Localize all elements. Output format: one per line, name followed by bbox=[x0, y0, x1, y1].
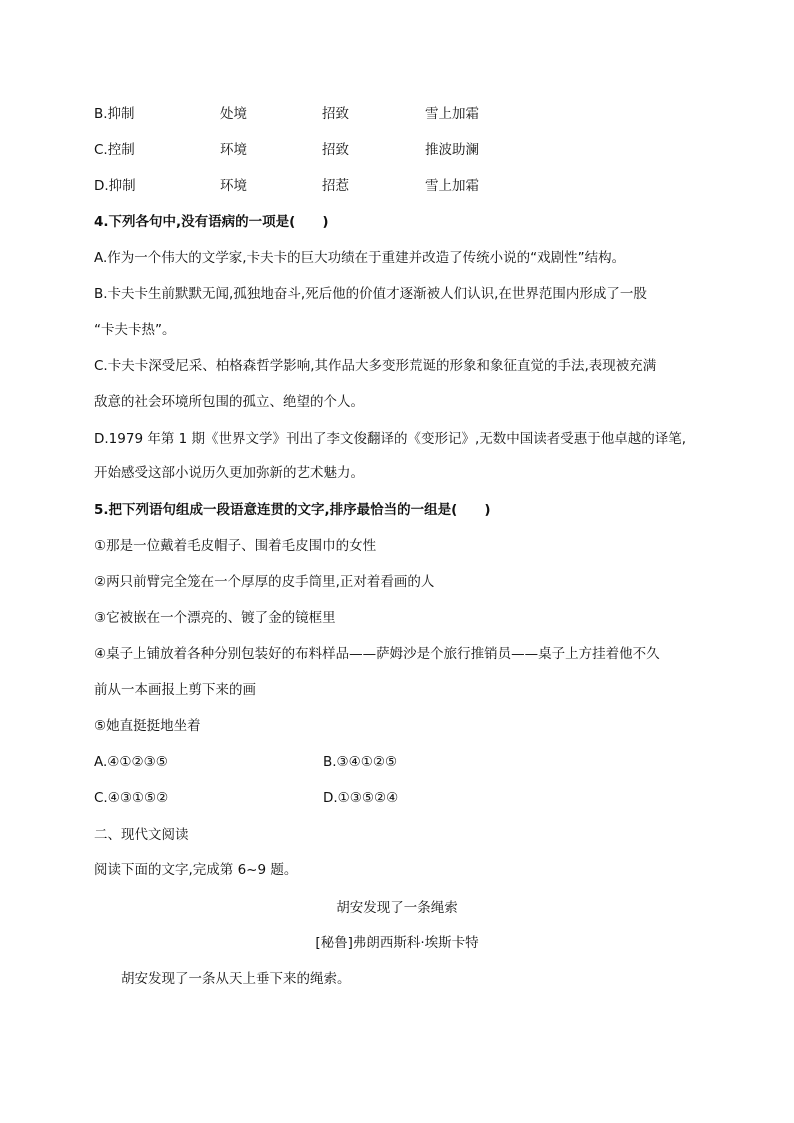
q5-sentence-1: ①那是一位戴着毛皮帽子、围着毛皮围巾的女性 bbox=[94, 538, 377, 554]
q3-option-b-word1: 处境 bbox=[220, 106, 247, 122]
q5-options-row2 bbox=[94, 788, 714, 808]
q3-option-d-word3: 雪上加霜 bbox=[425, 178, 479, 194]
article-title: 胡安发现了一条绳索 bbox=[336, 900, 458, 916]
q4-option-a: A.作为一个伟大的文学家,卡夫卡的巨大功绩在于重建并改造了传统小说的“戏剧性”结构。 bbox=[94, 250, 626, 266]
q3-option-d bbox=[94, 176, 714, 196]
q4-option-d-line1: D.1979 年第 1 期《世界文学》刊出了李文俊翻译的《变形记》,无数中国读者受惠于他卓越的译笔, bbox=[94, 431, 687, 447]
q3-option-d-label: D.抑制 bbox=[94, 178, 136, 194]
q5-sentence-4-line1: ④桌子上铺放着各种分别包装好的布料样品——萨姆沙是个旅行推销员——桌子上方挂着他不久 bbox=[94, 646, 660, 662]
q5-stem: 5.把下列语句组成一段语意连贯的文字,排序最恰当的一组是( ) bbox=[94, 502, 491, 518]
q5-sentence-4-line2: 前从一本画报上剪下来的画 bbox=[94, 682, 256, 698]
reading-instruction: 阅读下面的文字,完成第 6~9 题。 bbox=[94, 862, 298, 878]
article-first-line: 胡安发现了一条从天上垂下来的绳索。 bbox=[121, 971, 351, 987]
q3-option-d-word1: 环境 bbox=[220, 178, 247, 194]
q3-option-b-word2: 招致 bbox=[322, 106, 349, 122]
q4-option-d-line2: 开始感受这部小说历久更加弥新的艺术魅力。 bbox=[94, 465, 364, 481]
q4-option-c-line1: C.卡夫卡深受尼采、柏格森哲学影响,其作品大多变形荒诞的形象和象征直觉的手法,表现被充满 bbox=[94, 358, 657, 374]
q4-option-c-line2: 敌意的社会环境所包围的孤立、绝望的个人。 bbox=[94, 394, 364, 410]
q3-option-b bbox=[94, 104, 714, 124]
q5-options-row1 bbox=[94, 752, 714, 772]
q5-option-b: B.③④①②⑤ bbox=[323, 754, 398, 770]
q5-option-c: C.④③①⑤② bbox=[94, 790, 169, 806]
q3-option-b-label: B.抑制 bbox=[94, 106, 135, 122]
q5-option-d: D.①③⑤②④ bbox=[323, 790, 399, 806]
q5-sentence-5: ⑤她直挺挺地坐着 bbox=[94, 718, 201, 734]
q3-option-c-word3: 推波助澜 bbox=[425, 142, 479, 158]
article-author: [秘鲁]弗朗西斯科·埃斯卡特 bbox=[315, 935, 479, 951]
q4-option-b-line2: “卡夫卡热”。 bbox=[94, 322, 176, 338]
q5-sentence-3: ③它被嵌在一个漂亮的、镀了金的镜框里 bbox=[94, 610, 336, 626]
q3-option-c-label: C.控制 bbox=[94, 142, 135, 158]
q5-sentence-2: ②两只前臂完全笼在一个厚厚的皮手筒里,正对着看画的人 bbox=[94, 574, 435, 590]
section-heading: 二、现代文阅读 bbox=[94, 827, 189, 843]
q3-option-c bbox=[94, 140, 714, 160]
q3-option-c-word1: 环境 bbox=[220, 142, 247, 158]
q3-option-c-word2: 招致 bbox=[322, 142, 349, 158]
q4-stem: 4.下列各句中,没有语病的一项是( ) bbox=[94, 214, 329, 230]
q4-option-b-line1: B.卡夫卡生前默默无闻,孤独地奋斗,死后他的价值才逐渐被人们认识,在世界范围内形成了一股 bbox=[94, 286, 647, 302]
q3-option-b-word3: 雪上加霜 bbox=[425, 106, 479, 122]
q5-option-a: A.④①②③⑤ bbox=[94, 754, 168, 770]
q3-option-d-word2: 招惹 bbox=[322, 178, 349, 194]
